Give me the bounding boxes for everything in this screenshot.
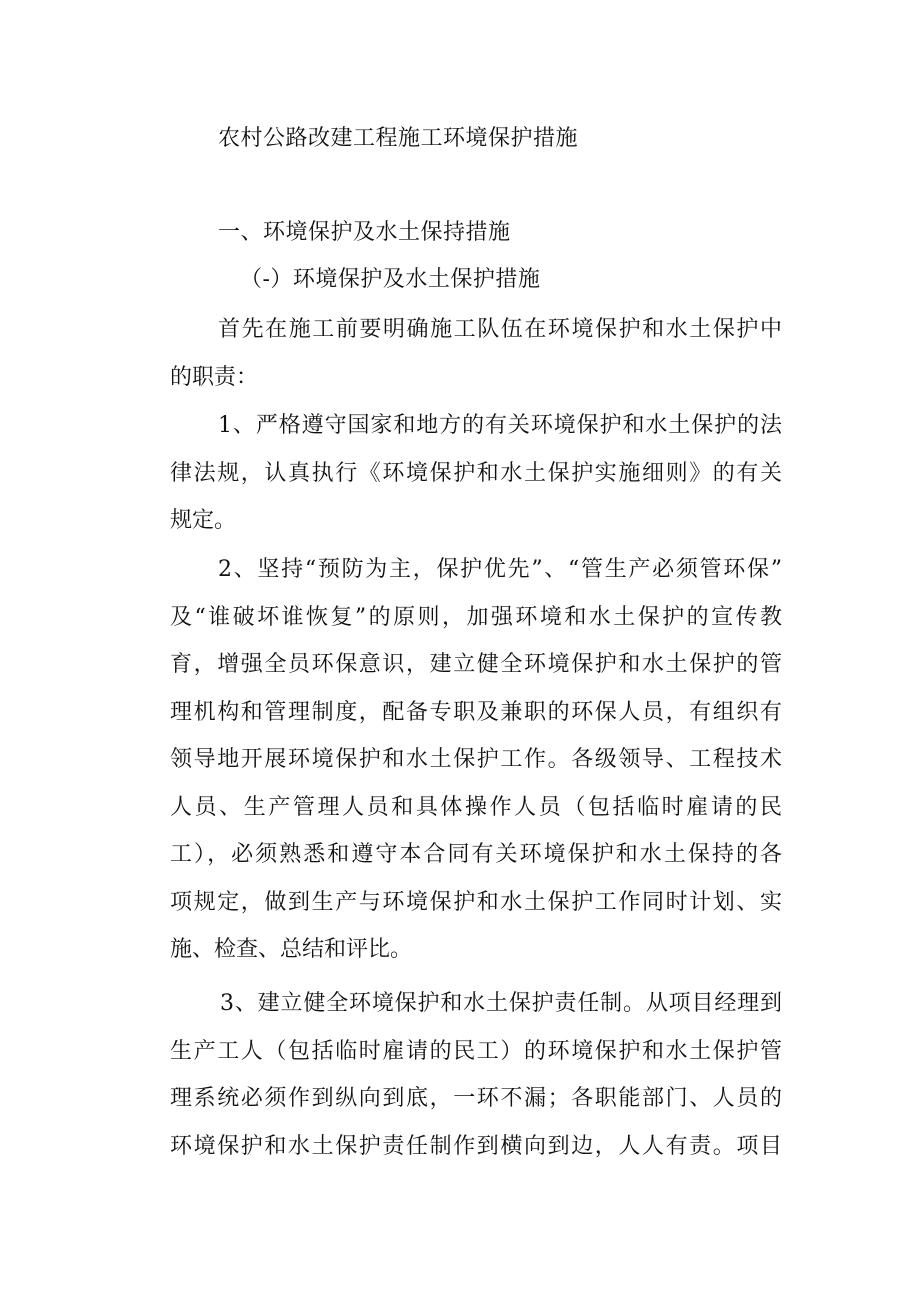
paragraph-line: 项规定，做到生产与环境保护和水土保护工作同时计划、实 — [170, 889, 782, 915]
document-title: 农村公路改建工程施工环境保护措施 — [218, 126, 579, 151]
section-heading: 一、环境保护及水土保持措施 — [218, 220, 511, 245]
paragraph-line: 环境保护和水土保护责任制作到横向到边，人人有责。项目 — [170, 1133, 782, 1159]
subsection-heading: （-）环境保护及水土保护措施 — [240, 267, 541, 292]
paragraph-line: 育，增强全员环保意识，建立健全环境保护和水土保护的管 — [170, 652, 782, 677]
paragraph-line: 理系统必须作到纵向到底，一环不漏；各职能部门、人员的 — [170, 1086, 782, 1111]
paragraph-line: 生产工人（包括临时雇请的民工）的环境保护和水土保护管 — [170, 1038, 782, 1064]
paragraph-item-2 — [170, 546, 782, 974]
paragraph-line: 理机构和管理制度，配备专职及兼职的环保人员，有组织有 — [170, 699, 782, 725]
paragraph-line: 人员、生产管理人员和具体操作人员（包括临时雇请的民 — [170, 794, 782, 820]
paragraph-line: 首先在施工前要明确施工队伍在环境保护和水土保护中 — [218, 317, 782, 342]
paragraph-line: 及“谁破坏谁恢复”的原则，加强环境和水土保护的宣传教 — [170, 604, 782, 630]
paragraph-line: 3、建立健全环境保护和水土保护责任制。从项目经理到 — [220, 991, 782, 1016]
paragraph-line: 1、严格遵守国家和地方的有关环境保护和水土保护的法 — [218, 413, 782, 438]
paragraph-line: 律法规，认真执行《环境保护和水土保护实施细则》的有关 — [170, 460, 782, 486]
paragraph-line: 领导地开展环境保护和水土保护工作。各级领导、工程技术 — [170, 747, 782, 772]
paragraph-line: 2、坚持“预防为主，保护优先”、“管生产必须管环保” — [218, 557, 782, 582]
paragraph-line: 施、检查、总结和评比。 — [170, 937, 413, 962]
paragraph-line: 的职责： — [170, 364, 259, 390]
paragraph-intro — [170, 306, 782, 401]
paragraph-item-1 — [170, 402, 782, 545]
paragraph-line: 工），必须熟悉和遵守本合同有关环境保护和水土保持的各 — [170, 842, 782, 867]
paragraph-line: 规定。 — [170, 508, 237, 533]
paragraph-item-3 — [170, 980, 782, 1170]
